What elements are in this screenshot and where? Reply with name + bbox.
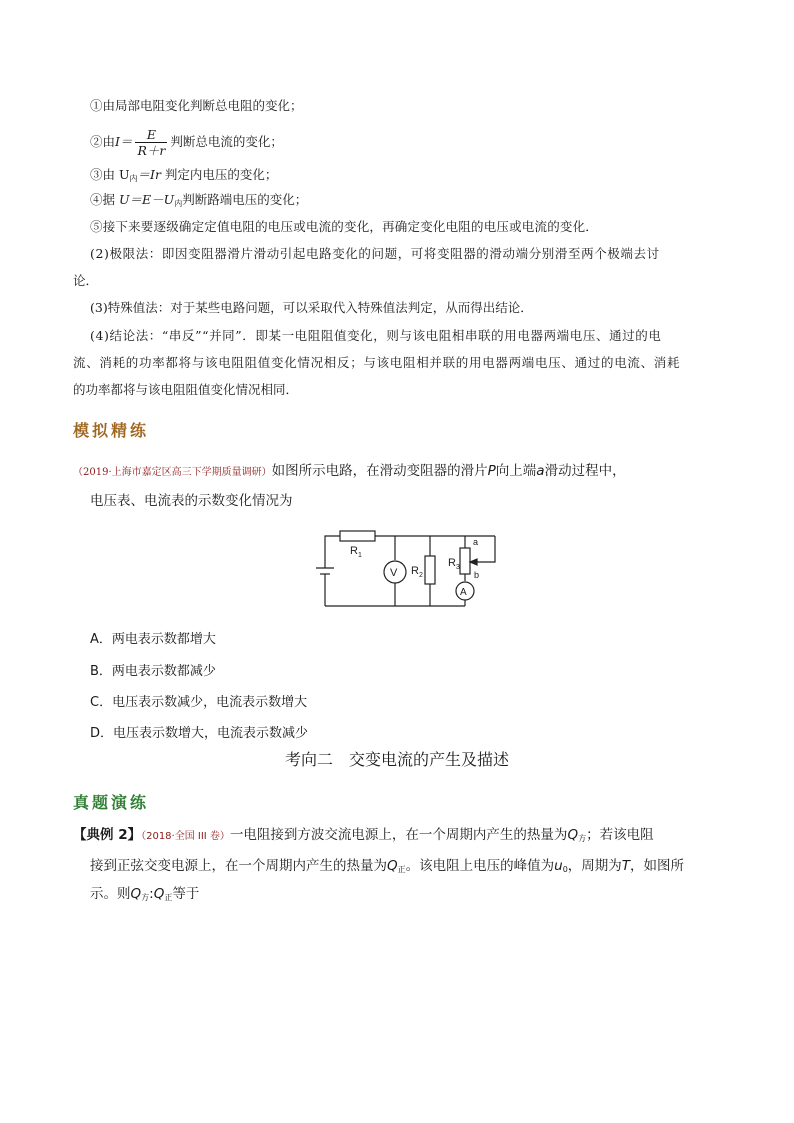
example-2-text-3a: 示。则 (90, 886, 131, 902)
svg-text:A (460, 587, 467, 598)
method-4-suffix: 判断路端电压的变化； (182, 192, 308, 207)
fraction-numerator: E (135, 127, 167, 143)
example-2-ratio-q1: Q (130, 886, 142, 902)
para-special-value: (3)特殊值法：对于某些电路问题，可以采取代入特殊值法判定，从而得出结论． (90, 300, 533, 315)
para-conclusion-3: 的功率都将与该电阻阻值变化情况相同． (73, 382, 299, 397)
question-1-line-1 (73, 462, 626, 482)
rheostat-r3 (460, 548, 470, 574)
question-1-a: a (536, 463, 545, 479)
example-2-text-1b: ；若该电阻 (586, 827, 654, 843)
section-title-practice: 模拟精练 (73, 421, 150, 440)
example-2-q-fang: Q (567, 827, 579, 843)
example-2-text-2b: 。该电阻上电压的峰值为 (405, 858, 555, 874)
example-2-text-2a: 接到正弦交变电源上，在一个周期内产生的热量为 (90, 858, 387, 874)
svg-text:R1 (350, 545, 362, 559)
fraction-e-over-r (135, 127, 167, 158)
resistor-r1 (340, 531, 375, 541)
label-r3: R (448, 557, 456, 569)
method-4-sub: 内 (174, 199, 183, 208)
option-a[interactable]: A．两电表示数都增大 (90, 632, 216, 647)
method-3-sub: 内 (129, 174, 138, 183)
svg-text:a (473, 537, 478, 547)
label-r1-sub: 1 (357, 552, 362, 559)
option-b[interactable]: B．两电表示数都减少 (90, 664, 216, 679)
heading-topic-2-number: 考向二 (284, 750, 333, 769)
fraction-denominator: R＋r (137, 143, 166, 158)
example-2-text-2c: ，周期为 (567, 858, 622, 874)
method-3-suffix: 判定内电压的变化； (164, 167, 278, 182)
para-limit-method-2: 论． (73, 273, 99, 288)
example-2-q-zheng: Q (387, 858, 398, 874)
label-end-b: b (474, 570, 480, 580)
method-3 (90, 166, 277, 188)
svg-text:R3 (448, 557, 460, 571)
svg-text:V (390, 567, 398, 579)
example-2-ratio-q2: Q (153, 886, 165, 902)
slider-arrow (470, 559, 477, 565)
para-limit-method-1: (2)极限法：即因变阻器滑片滑动引起电路变化的问题，可将变阻器的滑动端分别滑至两个极端去讨 (90, 246, 660, 261)
label-r1: R (350, 545, 358, 557)
example-2-source: （2018·全国 III 卷） (141, 831, 230, 842)
question-1-text-c: 滑动过程中， (544, 463, 626, 479)
method-1: ①由局部电阻变化判断总电阻的变化； (90, 98, 303, 113)
method-2 (90, 124, 283, 160)
example-2-text-1a: 一电阻接到方波交流电源上，在一个周期内产生的热量为 (229, 827, 568, 843)
circuit-diagram (310, 522, 510, 612)
question-1-p: P (487, 463, 496, 479)
label-r3-sub: 3 (455, 564, 460, 571)
example-2-q-fang-sub: 方 (578, 834, 587, 843)
label-voltmeter: V (390, 567, 398, 579)
section-title-real-exam: 真题演练 (73, 793, 150, 812)
question-1-text-a: 如图所示电路，在滑动变阻器的滑片 (271, 463, 488, 479)
option-d[interactable]: D．电压表示数增大，电流表示数减少 (90, 726, 309, 741)
svg-text:R2 (411, 565, 423, 579)
slider-wire (476, 536, 495, 562)
heading-topic-2 (0, 747, 794, 770)
example-2-text-2d: ，如图所 (630, 858, 685, 874)
question-1-text-b: 向上端 (495, 463, 537, 479)
method-3-prefix: ③由 U (90, 167, 130, 182)
method-4 (90, 191, 307, 213)
example-2-line-3 (90, 885, 199, 907)
wire-top (325, 536, 340, 560)
heading-topic-2-title: 交变电流的产生及描述 (349, 750, 510, 769)
example-2-ratio-s1: 方 (141, 893, 150, 902)
label-r2-sub: 2 (418, 572, 423, 579)
label-r2: R (411, 565, 419, 577)
method-5: ⑤接下来要逐级确定定值电阻的电压或电流的变化，再确定变化电阻的电压或电流的变化． (90, 219, 599, 234)
example-2-line-1 (73, 826, 654, 848)
resistor-r2 (425, 556, 435, 584)
example-2-ratio-s2: 正 (164, 893, 173, 902)
method-4-eq: U＝E－U (119, 192, 175, 207)
example-2-u0: u (554, 858, 563, 874)
method-2-prefix: ②由 (90, 134, 116, 149)
method-2-lhs: I＝ (115, 134, 133, 149)
example-2-line-2 (90, 857, 684, 879)
para-conclusion-1: (4)结论法：“串反”“并同”．即某一电阻阻值变化，则与该电阻相串联的用电器两端电压、通过的电 (90, 328, 662, 343)
example-2-q-zheng-sub: 正 (397, 865, 406, 874)
example-2-text-3b: 等于 (172, 886, 200, 902)
method-2-suffix: 判断总电流的变化； (170, 134, 283, 149)
label-end-a: a (473, 537, 479, 547)
option-c[interactable]: C．电压表示数减少，电流表示数增大 (90, 695, 308, 710)
para-conclusion-2: 流、消耗的功率都将与该电阻阻值变化情况相反；与该电阻相并联的用电器两端电压、通过的电流、消耗 (73, 355, 681, 370)
example-2-label: 【典例 2】 (73, 827, 142, 843)
question-1-line-2: 电压表、电流表的示数变化情况为 (90, 493, 293, 509)
example-2-ratio-colon: : (149, 886, 154, 902)
method-4-prefix: ④据 (90, 192, 116, 207)
label-ammeter: A (460, 587, 467, 598)
question-1-source: （2019·上海市嘉定区高三下学期质量调研） (73, 467, 272, 478)
method-3-eq: ＝Ir (137, 167, 161, 182)
example-2-u0-sub: 0 (562, 865, 568, 874)
svg-text:b (474, 570, 479, 580)
example-2-t: T (621, 858, 631, 874)
